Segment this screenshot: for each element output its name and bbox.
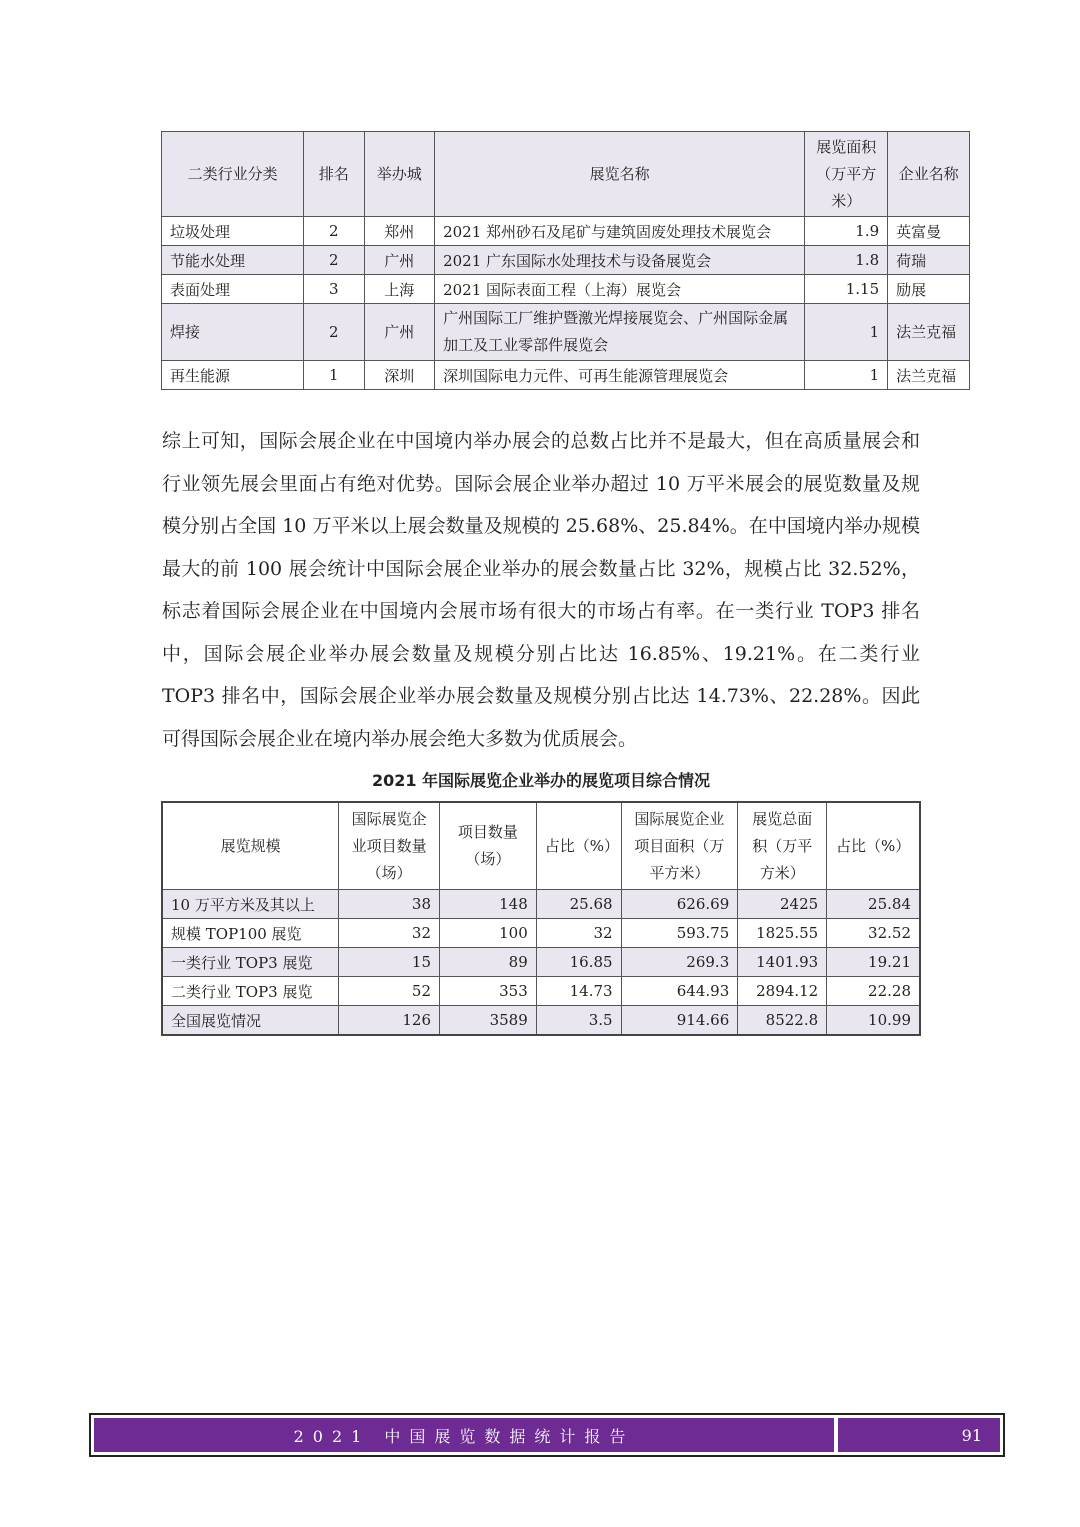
- cell-industry: 表面处理: [162, 275, 304, 304]
- cell-rank: 2: [304, 246, 364, 275]
- cell-count-ratio: 3.5: [536, 1006, 621, 1036]
- cell-scale: 二类行业 TOP3 展览: [162, 977, 339, 1006]
- cell-intl-area: 914.66: [621, 1006, 738, 1036]
- header-rank: 排名: [304, 132, 364, 217]
- cell-intl-area: 644.93: [621, 977, 738, 1006]
- cell-total-count: 3589: [440, 1006, 537, 1036]
- table-row: [162, 890, 920, 919]
- table-header-row: [162, 132, 970, 217]
- table-row: [162, 948, 920, 977]
- cell-intl-count: 52: [339, 977, 440, 1006]
- cell-exhibition-name: 2021 郑州砂石及尾矿与建筑固废处理技术展览会: [435, 217, 805, 246]
- cell-intl-count: 32: [339, 919, 440, 948]
- cell-company: 励展: [888, 275, 970, 304]
- cell-area-ratio: 25.84: [827, 890, 920, 919]
- header-area: 展览面积（万平方米）: [805, 132, 888, 217]
- cell-industry: 再生能源: [162, 361, 304, 390]
- cell-area-ratio: 19.21: [827, 948, 920, 977]
- page-number: 91: [838, 1418, 1000, 1452]
- table-row: [162, 977, 920, 1006]
- cell-scale: 规模 TOP100 展览: [162, 919, 339, 948]
- cell-area: 1: [805, 361, 888, 390]
- table-row: [162, 304, 970, 361]
- cell-total-count: 148: [440, 890, 537, 919]
- cell-intl-area: 626.69: [621, 890, 738, 919]
- table-row: [162, 919, 920, 948]
- header-exhibition-name: 展览名称: [435, 132, 805, 217]
- header-company: 企业名称: [888, 132, 970, 217]
- cell-area: 1.15: [805, 275, 888, 304]
- cell-area: 1.9: [805, 217, 888, 246]
- header-count-ratio: 占比（%）: [536, 802, 621, 890]
- cell-city: 广州: [364, 246, 435, 275]
- cell-intl-area: 593.75: [621, 919, 738, 948]
- cell-area: 1.8: [805, 246, 888, 275]
- cell-total-count: 89: [440, 948, 537, 977]
- cell-company: 荷瑞: [888, 246, 970, 275]
- cell-intl-area: 269.3: [621, 948, 738, 977]
- cell-city: 郑州: [364, 217, 435, 246]
- cell-scale: 全国展览情况: [162, 1006, 339, 1036]
- cell-city: 广州: [364, 304, 435, 361]
- cell-total-area: 2894.12: [738, 977, 827, 1006]
- cell-rank: 1: [304, 361, 364, 390]
- cell-exhibition-name: 深圳国际电力元件、可再生能源管理展览会: [435, 361, 805, 390]
- summary-paragraph: 综上可知，国际会展企业在中国境内举办展会的总数占比并不是最大，但在高质量展会和行业领先展会里面占有绝对优势。国际会展企业举办超过 10 万平米展会的展览数量及规模分别占全国 10 万平米以上展会数量及规模的 25.68%、25.84%。在中国境内举办规模最大的前 100 展会统计中国际会展企业举办的展会数量占比 32%，规模占比 32.52%，标志着国际会展企业在中国境内会展市场有很大的市场占有率。在一类行业 TOP3 排名中，国际会展企业举办展会数量及规模分别占比达 16.85%、19.21%。在二类行业 TOP3 排名中，国际会展企业举办展会数量及规模分别占比达 14.73%、22.28%。因此可得国际会展企业在境内举办展会绝大多数为优质展会。: [162, 430, 920, 750]
- footer-bar: [94, 1418, 1000, 1452]
- cell-total-area: 1401.93: [738, 948, 827, 977]
- cell-rank: 2: [304, 217, 364, 246]
- cell-industry: 节能水处理: [162, 246, 304, 275]
- cell-rank: 3: [304, 275, 364, 304]
- cell-count-ratio: 25.68: [536, 890, 621, 919]
- table-row: [162, 246, 970, 275]
- table-header-row: [162, 802, 920, 890]
- cell-area-ratio: 32.52: [827, 919, 920, 948]
- cell-total-area: 2425: [738, 890, 827, 919]
- cell-intl-count: 38: [339, 890, 440, 919]
- table-row: [162, 1006, 920, 1036]
- cell-total-count: 100: [440, 919, 537, 948]
- cell-industry: 垃圾处理: [162, 217, 304, 246]
- cell-exhibition-name: 2021 广东国际水处理技术与设备展览会: [435, 246, 805, 275]
- cell-scale: 一类行业 TOP3 展览: [162, 948, 339, 977]
- header-scale: 展览规模: [162, 802, 339, 890]
- cell-count-ratio: 14.73: [536, 977, 621, 1006]
- summary-table: [161, 801, 921, 1036]
- cell-intl-count: 126: [339, 1006, 440, 1036]
- cell-count-ratio: 16.85: [536, 948, 621, 977]
- cell-industry: 焊接: [162, 304, 304, 361]
- cell-rank: 2: [304, 304, 364, 361]
- table-caption: 2021 年国际展览企业举办的展览项目综合情况: [371, 771, 711, 790]
- cell-total-count: 353: [440, 977, 537, 1006]
- cell-company: 英富曼: [888, 217, 970, 246]
- cell-city: 上海: [364, 275, 435, 304]
- cell-exhibition-name: 2021 国际表面工程（上海）展览会: [435, 275, 805, 304]
- cell-exhibition-name: 广州国际工厂维护暨激光焊接展览会、广州国际金属加工及工业零部件展览会: [435, 304, 805, 361]
- cell-area-ratio: 10.99: [827, 1006, 920, 1036]
- cell-intl-count: 15: [339, 948, 440, 977]
- header-industry: 二类行业分类: [162, 132, 304, 217]
- cell-company: 法兰克福: [888, 361, 970, 390]
- cell-scale: 10 万平方米及其以上: [162, 890, 339, 919]
- header-total-area: 展览总面积（万平方米）: [738, 802, 827, 890]
- header-area-ratio: 占比（%）: [827, 802, 920, 890]
- cell-total-area: 1825.55: [738, 919, 827, 948]
- footer-report-title: 2021 中国展览数据统计报告: [94, 1418, 834, 1452]
- cell-area-ratio: 22.28: [827, 977, 920, 1006]
- cell-total-area: 8522.8: [738, 1006, 827, 1036]
- header-city: 举办城: [364, 132, 435, 217]
- cell-count-ratio: 32: [536, 919, 621, 948]
- cell-company: 法兰克福: [888, 304, 970, 361]
- header-intl-area: 国际展览企业项目面积（万平方米）: [621, 802, 738, 890]
- cell-area: 1: [805, 304, 888, 361]
- page-footer: [89, 1413, 1005, 1457]
- table-row: [162, 275, 970, 304]
- industry-ranking-table: [161, 131, 970, 390]
- table-row: [162, 217, 970, 246]
- cell-city: 深圳: [364, 361, 435, 390]
- header-intl-count: 国际展览企业项目数量（场）: [339, 802, 440, 890]
- header-total-count: 项目数量（场）: [440, 802, 537, 890]
- table-row: [162, 361, 970, 390]
